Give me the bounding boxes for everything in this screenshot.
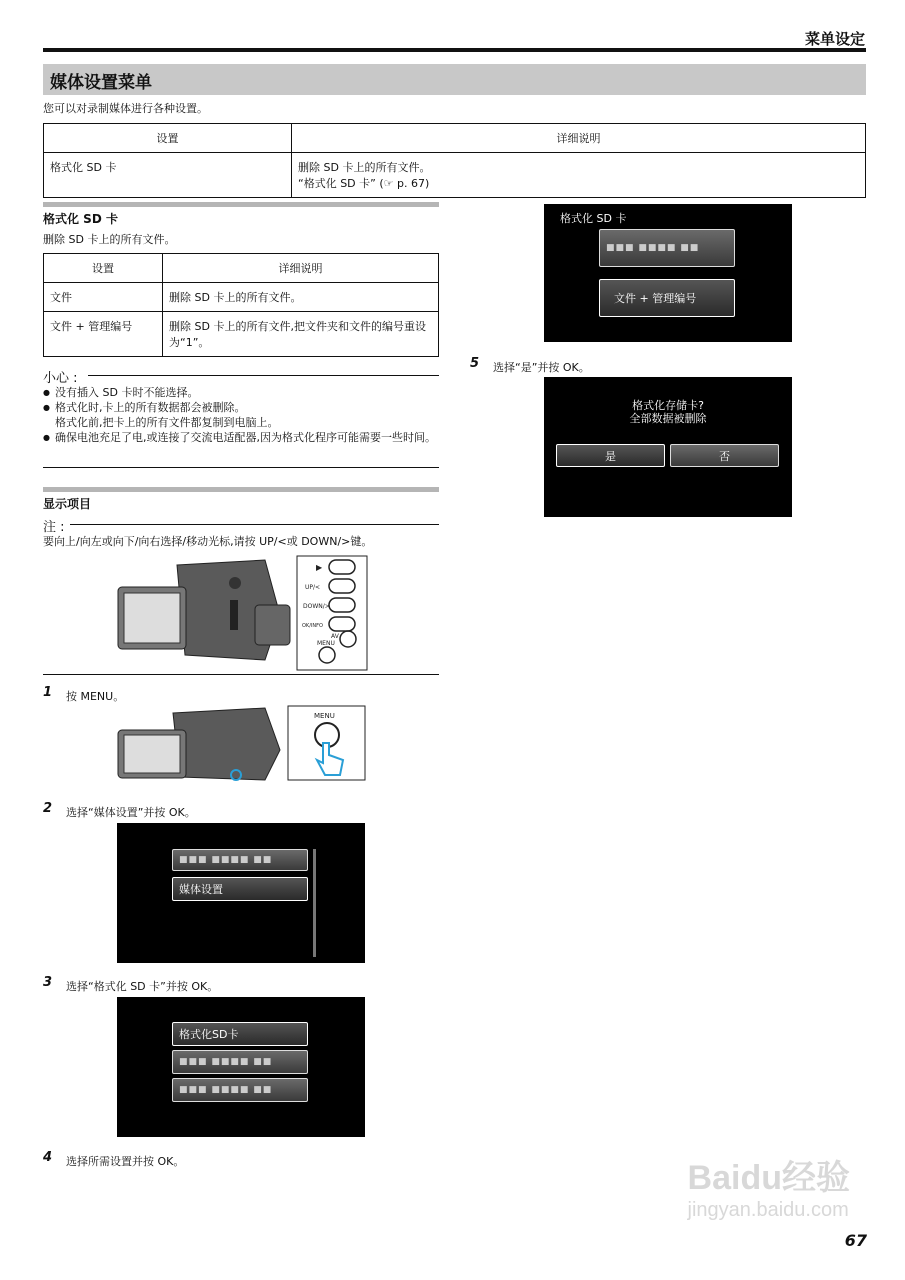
menu-label: MENU [314,712,335,720]
table-header: 设置 [44,254,163,283]
caution-item: ● 确保电池充足了电,或连接了交流电适配器,因为格式化程序可能需要一些时间。 [43,430,439,445]
up-label: UP/< [305,584,321,591]
media-settings-table [43,123,866,198]
menu-item-blurred[interactable]: ■■■ ■■■■ ■■ [172,1050,308,1074]
step-number: 4 [43,1150,53,1165]
camcorder-body-icon [118,560,290,660]
note-label: 注 : [43,520,65,535]
step-number: 5 [470,356,480,371]
menu-label: MENU [317,640,335,647]
table-cell-setting: 文件 [44,283,163,312]
header-rule [43,48,866,52]
table-cell-desc: 删除 SD 卡上的所有文件,把文件夹和文件的编号重设为“1”。 [163,312,439,357]
table-cell-desc: 删除 SD 卡上的所有文件。 [163,283,439,312]
note-rule [70,524,439,525]
screen-step-3 [117,997,365,1137]
display-end-rule [43,674,439,675]
step-text: 选择“格式化 SD 卡”并按 OK。 [66,980,219,993]
step-number: 1 [43,685,53,700]
format-sd-title: 格式化 SD 卡 [43,212,118,226]
section-intro: 您可以对录制媒体进行各种设置。 [43,102,208,115]
step-number: 3 [43,975,53,990]
option-file-and-number[interactable]: 文件 + 管理编号 [599,279,735,317]
camcorder-body-icon [118,708,280,780]
screen-step-4 [544,204,792,342]
menu-item-format-sd[interactable]: 格式化SD卡 [172,1022,308,1046]
table-cell-setting: 文件 + 管理编号 [44,312,163,357]
caution-label: 小心 : [43,371,78,386]
table-header: 设置 [44,124,292,153]
caution-rule [88,375,439,376]
page-number: 67 [844,1231,867,1250]
step-text: 选择“媒体设置”并按 OK。 [66,806,196,819]
format-sd-table [43,253,439,357]
desc-reference-link[interactable]: “格式化 SD 卡” (☞ p. 67) [298,177,430,190]
step-text: 选择“是”并按 OK。 [493,361,590,374]
yes-button[interactable]: 是 [556,444,665,467]
section-title: 媒体设置菜单 [50,73,152,93]
press-menu-illustration [115,705,370,785]
camcorder-buttons-illustration [115,555,370,673]
caution-item: ● 格式化时,卡上的所有数据都会被删除。 格式化前,把卡上的所有文件都复制到电脑上。 [43,400,439,430]
table-header: 详细说明 [292,124,866,153]
table-cell-setting: 格式化 SD 卡 [44,153,292,198]
down-label: DOWN/> [303,603,330,610]
watermark [688,1150,850,1222]
desc-line: 删除 SD 卡上的所有文件。 [298,161,431,174]
section-title-bar [43,64,866,95]
table-row [44,312,439,357]
table-row [44,283,439,312]
watermark-brand: Baidu经验 [687,1159,850,1197]
step-text: 选择所需设置并按 OK。 [66,1155,185,1168]
confirm-line-2: 全部数据被删除 [629,412,707,425]
menu-item-blurred[interactable]: ■■■ ■■■■ ■■ [172,849,308,871]
av-label: AV [331,633,339,640]
watermark-url: jingyan.baidu.com [687,1199,849,1221]
screen-step-5 [544,377,792,517]
step-text: 按 MENU。 [66,690,125,703]
subsection-bar [43,487,439,492]
caution-item: ● 没有插入 SD 卡时不能选择。 [43,385,439,400]
scrollbar[interactable] [313,849,316,957]
caution-end-rule [43,467,439,468]
confirm-line-1: 格式化存储卡? [632,399,704,412]
menu-item-media-settings[interactable]: 媒体设置 [172,877,308,901]
option-blurred[interactable]: ■■■ ■■■■ ■■ [599,229,735,267]
table-header: 详细说明 [163,254,439,283]
svg-text:▶: ▶ [316,563,323,572]
table-row [44,153,866,198]
screen-title: 格式化 SD 卡 [560,212,627,225]
format-sd-intro: 删除 SD 卡上的所有文件。 [43,233,176,246]
no-button[interactable]: 否 [670,444,779,467]
screen-step-2 [117,823,365,963]
subsection-bar [43,202,439,207]
step-number: 2 [43,801,53,816]
display-title: 显示项目 [43,497,92,511]
menu-item-blurred[interactable]: ■■■ ■■■■ ■■ [172,1078,308,1102]
caution-list [43,385,439,445]
table-cell-desc [292,153,866,198]
page-header-title: 菜单设定 [804,30,865,48]
ok-info-label: OK/INFO [302,623,323,629]
note-text: 要向上/向左或向下/向右选择/移动光标,请按 UP/<或 DOWN/>键。 [43,535,373,548]
